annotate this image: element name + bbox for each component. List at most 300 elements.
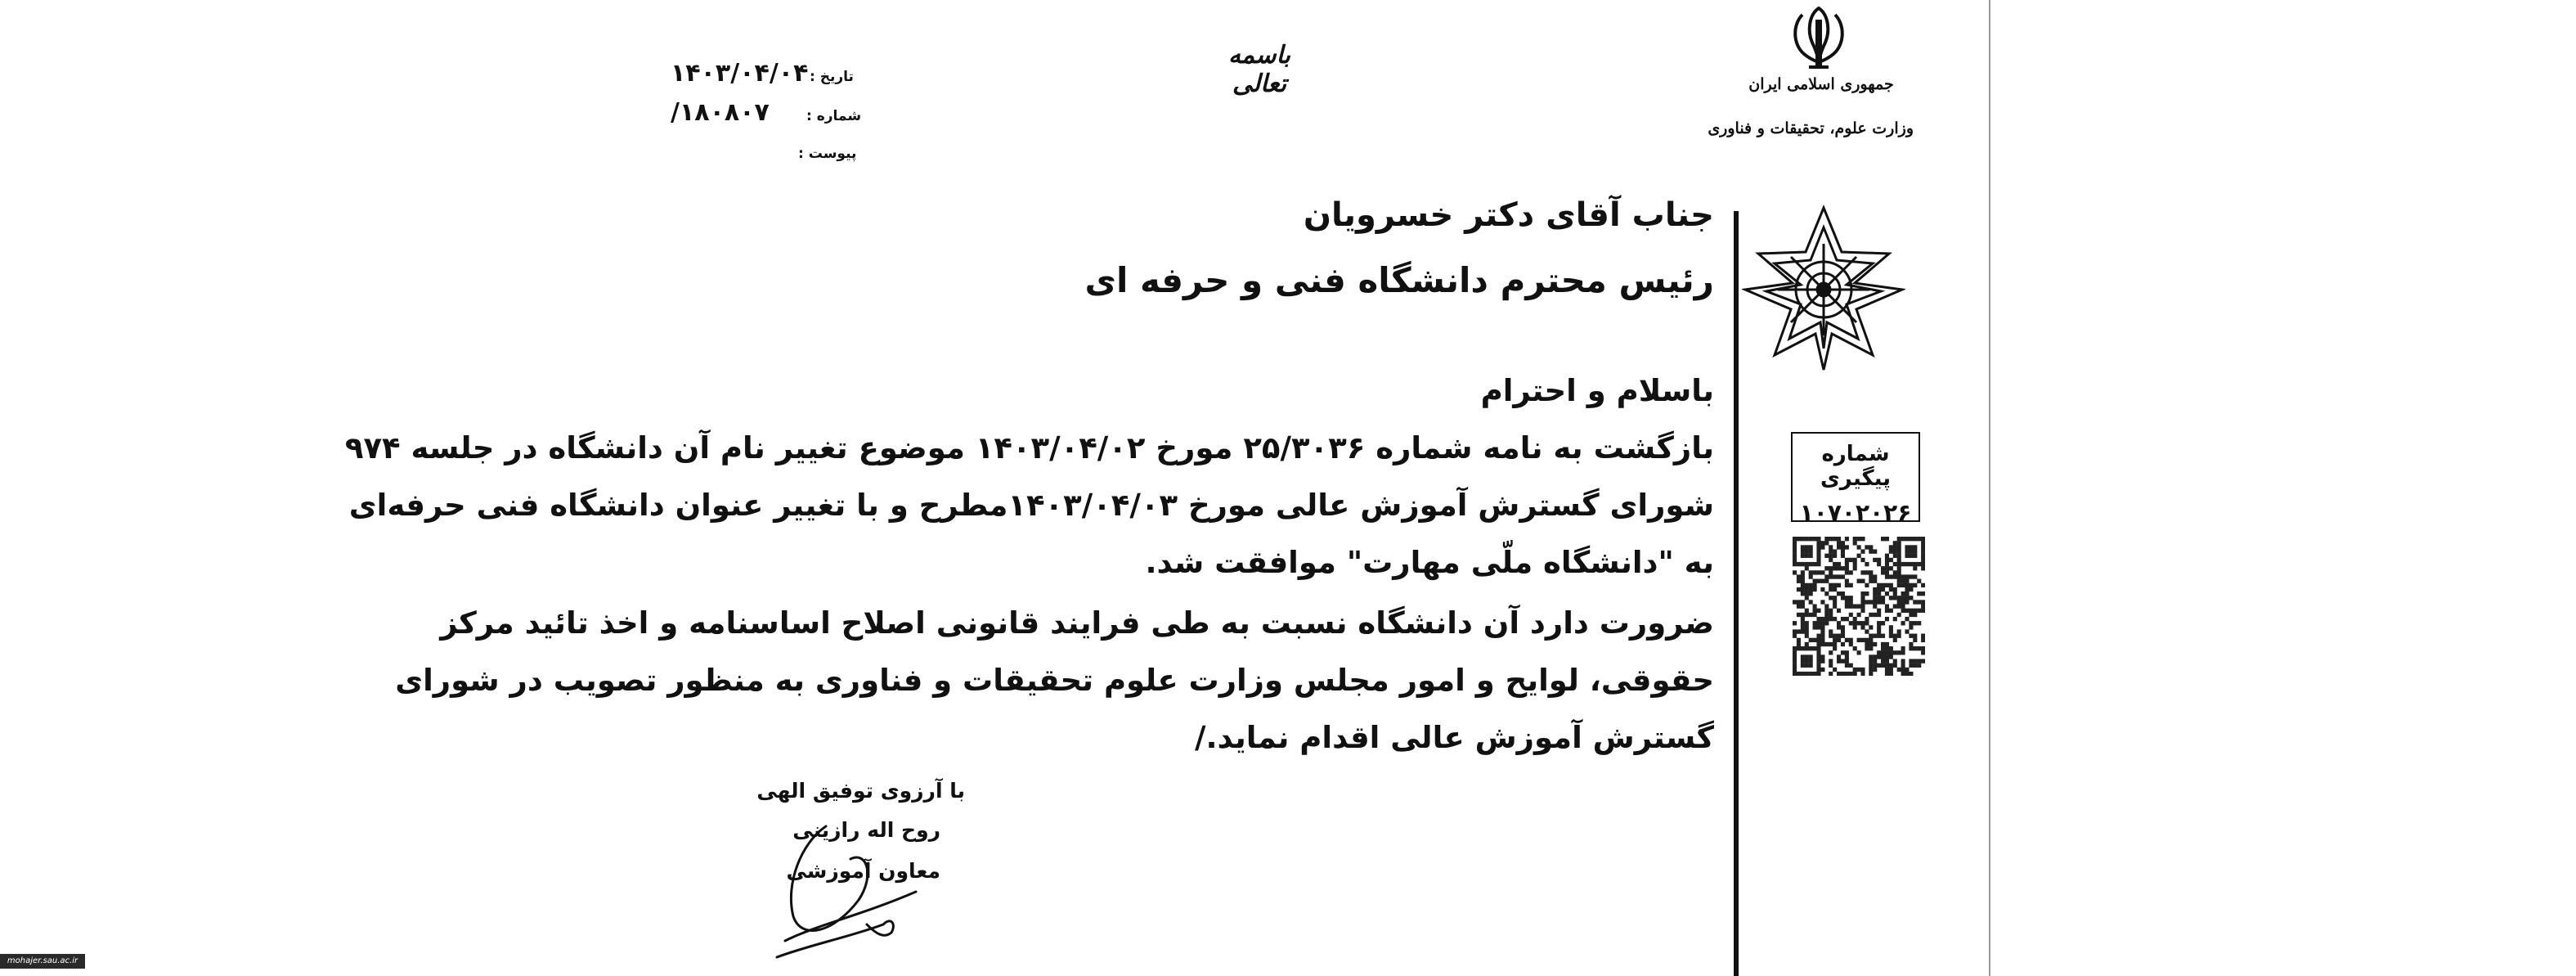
qr-module	[1913, 566, 1917, 570]
qr-module	[1809, 646, 1813, 650]
qr-module	[1816, 558, 1820, 562]
qr-module	[1860, 549, 1865, 553]
greeting: باسلام و احترام	[1480, 373, 1714, 408]
qr-module	[1816, 634, 1820, 638]
qr-module	[1833, 562, 1837, 566]
qr-module	[1881, 566, 1885, 570]
qr-module	[1873, 613, 1877, 617]
qr-module	[1921, 650, 1925, 654]
qr-module	[1793, 554, 1797, 558]
qr-module	[1881, 646, 1885, 650]
qr-module	[1809, 562, 1813, 566]
qr-module	[1889, 663, 1893, 668]
qr-module	[1820, 570, 1824, 574]
qr-module	[1869, 672, 1873, 676]
qr-module	[1860, 609, 1865, 613]
qr-module	[1837, 659, 1841, 663]
qr-module	[1889, 549, 1893, 553]
qr-module	[1845, 537, 1849, 541]
qr-module	[1893, 617, 1897, 621]
qr-module	[1809, 549, 1813, 553]
qr-module	[1816, 617, 1820, 621]
qr-module	[1845, 650, 1849, 654]
qr-module	[1909, 646, 1913, 650]
qr-module	[1881, 621, 1885, 625]
qr-module	[1869, 574, 1873, 578]
source-badge: mohajer.sau.ac.ir	[0, 954, 85, 969]
qr-module	[1913, 659, 1917, 663]
qr-module	[1917, 609, 1921, 613]
qr-module	[1921, 638, 1925, 642]
qr-module	[1881, 654, 1885, 659]
qr-module	[1901, 537, 1905, 541]
qr-module	[1801, 570, 1805, 574]
qr-module	[1797, 672, 1801, 676]
qr-module	[1829, 545, 1833, 549]
qr-module	[1845, 558, 1849, 562]
qr-module	[1913, 600, 1917, 604]
qr-module	[1860, 621, 1865, 625]
body-line: گسترش آموزش عالی اقدام نماید./	[1194, 720, 1714, 755]
qr-module	[1797, 537, 1801, 541]
qr-module	[1909, 613, 1913, 617]
qr-module	[1805, 654, 1809, 659]
body-line: ضرورت دارد آن دانشگاه نسبت به طی فرایند قانونی اصلاح اساسنامه و اخذ تائید مرکز	[440, 605, 1714, 641]
qr-module	[1824, 554, 1829, 558]
qr-module	[1793, 621, 1797, 625]
qr-module	[1857, 621, 1861, 625]
qr-module	[1841, 659, 1845, 663]
qr-module	[1820, 634, 1824, 638]
qr-module	[1809, 613, 1813, 617]
qr-module	[1917, 600, 1921, 604]
qr-module	[1873, 654, 1877, 659]
qr-module	[1809, 545, 1813, 549]
qr-module	[1921, 537, 1925, 541]
qr-code[interactable]	[1793, 537, 1925, 676]
qr-module	[1889, 650, 1893, 654]
qr-module	[1841, 591, 1845, 596]
qr-module	[1797, 613, 1801, 617]
qr-module	[1905, 629, 1909, 633]
qr-module	[1797, 638, 1801, 642]
qr-module	[1793, 654, 1797, 659]
qr-module	[1793, 562, 1797, 566]
qr-module	[1820, 642, 1824, 646]
iran-emblem-icon	[1788, 3, 1850, 74]
qr-module	[1873, 668, 1877, 672]
qr-module	[1805, 562, 1809, 566]
qr-module	[1893, 545, 1897, 549]
ministry-name: وزارت علوم، تحقیقات و فناوری	[1708, 119, 1914, 137]
qr-module	[1897, 596, 1901, 600]
qr-module	[1877, 562, 1881, 566]
qr-module	[1885, 642, 1889, 646]
qr-module	[1845, 638, 1849, 642]
qr-module	[1905, 617, 1909, 621]
qr-module	[1801, 583, 1805, 587]
qr-module	[1833, 617, 1837, 621]
qr-module	[1881, 634, 1885, 638]
qr-module	[1889, 634, 1893, 638]
qr-module	[1841, 545, 1845, 549]
qr-module	[1813, 609, 1817, 613]
qr-module	[1889, 574, 1893, 578]
qr-module	[1837, 583, 1841, 587]
qr-module	[1824, 642, 1829, 646]
qr-module	[1853, 668, 1857, 672]
qr-module	[1837, 672, 1841, 676]
qr-module	[1801, 625, 1805, 629]
qr-module	[1845, 654, 1849, 659]
qr-module	[1873, 663, 1877, 668]
qr-module	[1824, 609, 1829, 613]
qr-module	[1881, 650, 1885, 654]
qr-module	[1824, 621, 1829, 625]
qr-module	[1809, 537, 1813, 541]
qr-module	[1793, 545, 1797, 549]
qr-module	[1801, 554, 1805, 558]
qr-module	[1813, 570, 1817, 574]
qr-module	[1805, 672, 1809, 676]
qr-module	[1793, 629, 1797, 633]
qr-module	[1805, 625, 1809, 629]
qr-module	[1833, 646, 1837, 650]
qr-module	[1889, 672, 1893, 676]
qr-module	[1793, 570, 1797, 574]
qr-module	[1801, 591, 1805, 596]
qr-module	[1885, 646, 1889, 650]
qr-module	[1909, 587, 1913, 591]
qr-module	[1893, 659, 1897, 663]
qr-module	[1853, 537, 1857, 541]
qr-module	[1824, 604, 1829, 608]
qr-module	[1837, 545, 1841, 549]
qr-module	[1853, 646, 1857, 650]
qr-module	[1805, 634, 1809, 638]
qr-module	[1905, 596, 1909, 600]
qr-module	[1820, 541, 1824, 545]
qr-module	[1793, 650, 1797, 654]
qr-module	[1845, 600, 1849, 604]
qr-module	[1829, 663, 1833, 668]
qr-module	[1885, 650, 1889, 654]
qr-module	[1816, 545, 1820, 549]
qr-module	[1893, 541, 1897, 545]
qr-module	[1816, 621, 1820, 625]
qr-module	[1857, 604, 1861, 608]
qr-module	[1829, 642, 1833, 646]
qr-module	[1901, 672, 1905, 676]
qr-module	[1885, 609, 1889, 613]
qr-module	[1833, 583, 1837, 587]
qr-module	[1885, 554, 1889, 558]
qr-module	[1921, 541, 1925, 545]
qr-module	[1849, 672, 1853, 676]
qr-module	[1897, 604, 1901, 608]
qr-module	[1865, 583, 1869, 587]
qr-module	[1816, 659, 1820, 663]
qr-module	[1820, 587, 1824, 591]
qr-module	[1829, 570, 1833, 574]
qr-module	[1829, 596, 1833, 600]
qr-module	[1820, 638, 1824, 642]
qr-module	[1797, 579, 1801, 583]
qr-module	[1816, 537, 1820, 541]
qr-module	[1833, 549, 1837, 553]
qr-module	[1881, 659, 1885, 663]
qr-module	[1816, 650, 1820, 654]
qr-module	[1897, 634, 1901, 638]
qr-module	[1801, 587, 1805, 591]
qr-module	[1849, 638, 1853, 642]
qr-module	[1893, 604, 1897, 608]
qr-module	[1829, 609, 1833, 613]
qr-module	[1893, 549, 1897, 553]
qr-module	[1877, 613, 1881, 617]
qr-module	[1813, 621, 1817, 625]
qr-module	[1805, 609, 1809, 613]
qr-module	[1829, 617, 1833, 621]
qr-module	[1860, 537, 1865, 541]
qr-module	[1909, 663, 1913, 668]
qr-module	[1909, 537, 1913, 541]
qr-module	[1833, 600, 1837, 604]
qr-module	[1857, 638, 1861, 642]
qr-module	[1917, 621, 1921, 625]
qr-module	[1845, 596, 1849, 600]
qr-module	[1873, 596, 1877, 600]
qr-module	[1829, 566, 1833, 570]
qr-module	[1816, 638, 1820, 642]
body-line: حقوقی، لوایح و امور مجلس وزارت علوم تحقیقات و فناوری به منظور تصویب در شورای	[395, 663, 1714, 698]
qr-module	[1801, 549, 1805, 553]
qr-module	[1893, 587, 1897, 591]
qr-module	[1901, 668, 1905, 672]
tracking-label: شماره پیگیری	[1820, 442, 1892, 491]
qr-module	[1860, 625, 1865, 629]
qr-module	[1801, 654, 1805, 659]
qr-module	[1829, 613, 1833, 617]
qr-module	[1877, 558, 1881, 562]
qr-module	[1885, 617, 1889, 621]
qr-module	[1893, 650, 1897, 654]
qr-module	[1917, 562, 1921, 566]
qr-module	[1841, 629, 1845, 633]
qr-module	[1816, 549, 1820, 553]
qr-module	[1873, 600, 1877, 604]
qr-module	[1860, 558, 1865, 562]
date-label: تاریخ :	[810, 69, 854, 85]
qr-module	[1820, 629, 1824, 633]
qr-module	[1805, 591, 1809, 596]
qr-module	[1869, 646, 1873, 650]
qr-module	[1905, 672, 1909, 676]
qr-module	[1897, 574, 1901, 578]
qr-module	[1801, 579, 1805, 583]
qr-module	[1845, 672, 1849, 676]
qr-module	[1865, 562, 1869, 566]
qr-module	[1885, 583, 1889, 587]
qr-module	[1829, 659, 1833, 663]
qr-module	[1820, 545, 1824, 549]
qr-module	[1816, 562, 1820, 566]
qr-module	[1841, 549, 1845, 553]
qr-module	[1865, 600, 1869, 604]
qr-module	[1837, 609, 1841, 613]
qr-module	[1853, 617, 1857, 621]
qr-module	[1865, 629, 1869, 633]
qr-module	[1853, 604, 1857, 608]
qr-module	[1801, 621, 1805, 625]
qr-module	[1885, 663, 1889, 668]
number-label: شماره :	[806, 108, 862, 124]
qr-module	[1889, 609, 1893, 613]
qr-module	[1841, 541, 1845, 545]
qr-module	[1921, 545, 1925, 549]
qr-module	[1824, 613, 1829, 617]
qr-module	[1889, 596, 1893, 600]
qr-module	[1877, 654, 1881, 659]
qr-module	[1816, 554, 1820, 558]
qr-module	[1805, 663, 1809, 668]
qr-module	[1841, 634, 1845, 638]
qr-module	[1841, 650, 1845, 654]
qr-module	[1860, 672, 1865, 676]
qr-module	[1913, 609, 1917, 613]
qr-module	[1873, 579, 1877, 583]
qr-module	[1801, 663, 1805, 668]
qr-module	[1845, 579, 1849, 583]
qr-module	[1860, 591, 1865, 596]
qr-module	[1805, 646, 1809, 650]
qr-module	[1820, 621, 1824, 625]
qr-module	[1869, 663, 1873, 668]
qr-module	[1905, 583, 1909, 587]
qr-module	[1901, 659, 1905, 663]
government-name: جمهوری اسلامی ایران	[1748, 75, 1894, 93]
qr-module	[1793, 558, 1797, 562]
qr-module	[1921, 600, 1925, 604]
qr-module	[1913, 537, 1917, 541]
qr-module	[1820, 668, 1824, 672]
qr-module	[1885, 591, 1889, 596]
qr-module	[1849, 642, 1853, 646]
qr-module	[1841, 554, 1845, 558]
qr-module	[1801, 574, 1805, 578]
qr-module	[1917, 663, 1921, 668]
qr-module	[1801, 613, 1805, 617]
qr-module	[1877, 663, 1881, 668]
qr-module	[1857, 579, 1861, 583]
qr-module	[1849, 570, 1853, 574]
qr-module	[1885, 659, 1889, 663]
qr-module	[1909, 596, 1913, 600]
qr-module	[1801, 646, 1805, 650]
qr-module	[1917, 591, 1921, 596]
qr-module	[1905, 554, 1909, 558]
qr-module	[1873, 634, 1877, 638]
qr-module	[1901, 650, 1905, 654]
qr-module	[1793, 634, 1797, 638]
qr-module	[1913, 574, 1917, 578]
qr-module	[1816, 625, 1820, 629]
qr-module	[1813, 625, 1817, 629]
qr-module	[1845, 604, 1849, 608]
qr-module	[1860, 596, 1865, 600]
qr-module	[1860, 668, 1865, 672]
qr-module	[1905, 579, 1909, 583]
qr-module	[1869, 579, 1873, 583]
qr-module	[1869, 549, 1873, 553]
qr-module	[1809, 672, 1813, 676]
qr-module	[1797, 574, 1801, 578]
qr-module	[1877, 650, 1881, 654]
qr-module	[1801, 600, 1805, 604]
qr-module	[1837, 634, 1841, 638]
qr-module	[1809, 654, 1813, 659]
qr-module	[1849, 583, 1853, 587]
qr-module	[1857, 650, 1861, 654]
qr-module	[1816, 663, 1820, 668]
qr-module	[1805, 537, 1809, 541]
qr-module	[1849, 613, 1853, 617]
qr-module	[1824, 537, 1829, 541]
qr-module	[1837, 574, 1841, 578]
qr-module	[1805, 659, 1809, 663]
qr-module	[1853, 562, 1857, 566]
qr-module	[1897, 668, 1901, 672]
qr-module	[1893, 634, 1897, 638]
qr-module	[1905, 549, 1909, 553]
qr-module	[1921, 549, 1925, 553]
qr-module	[1917, 659, 1921, 663]
qr-module	[1805, 596, 1809, 600]
qr-module	[1913, 646, 1917, 650]
qr-module	[1897, 650, 1901, 654]
qr-module	[1845, 663, 1849, 668]
qr-module	[1845, 566, 1849, 570]
qr-module	[1909, 549, 1913, 553]
qr-module	[1873, 549, 1877, 553]
qr-module	[1820, 617, 1824, 621]
qr-module	[1813, 587, 1817, 591]
qr-module	[1837, 625, 1841, 629]
qr-module	[1885, 562, 1889, 566]
qr-module	[1921, 609, 1925, 613]
qr-module	[1816, 609, 1820, 613]
signer-title: معاون آموزشی	[786, 859, 940, 883]
qr-module	[1897, 613, 1901, 617]
qr-module	[1865, 545, 1869, 549]
qr-module	[1889, 629, 1893, 633]
qr-module	[1913, 613, 1917, 617]
qr-module	[1801, 617, 1805, 621]
qr-module	[1909, 625, 1913, 629]
qr-module	[1921, 646, 1925, 650]
qr-module	[1853, 541, 1857, 545]
qr-module	[1805, 554, 1809, 558]
qr-module	[1824, 566, 1829, 570]
qr-module	[1837, 566, 1841, 570]
qr-module	[1829, 650, 1833, 654]
qr-module	[1913, 621, 1917, 625]
qr-module	[1901, 621, 1905, 625]
qr-module	[1820, 579, 1824, 583]
qr-module	[1901, 604, 1905, 608]
signer-name: روح اله رازینی	[792, 818, 940, 842]
qr-module	[1829, 558, 1833, 562]
